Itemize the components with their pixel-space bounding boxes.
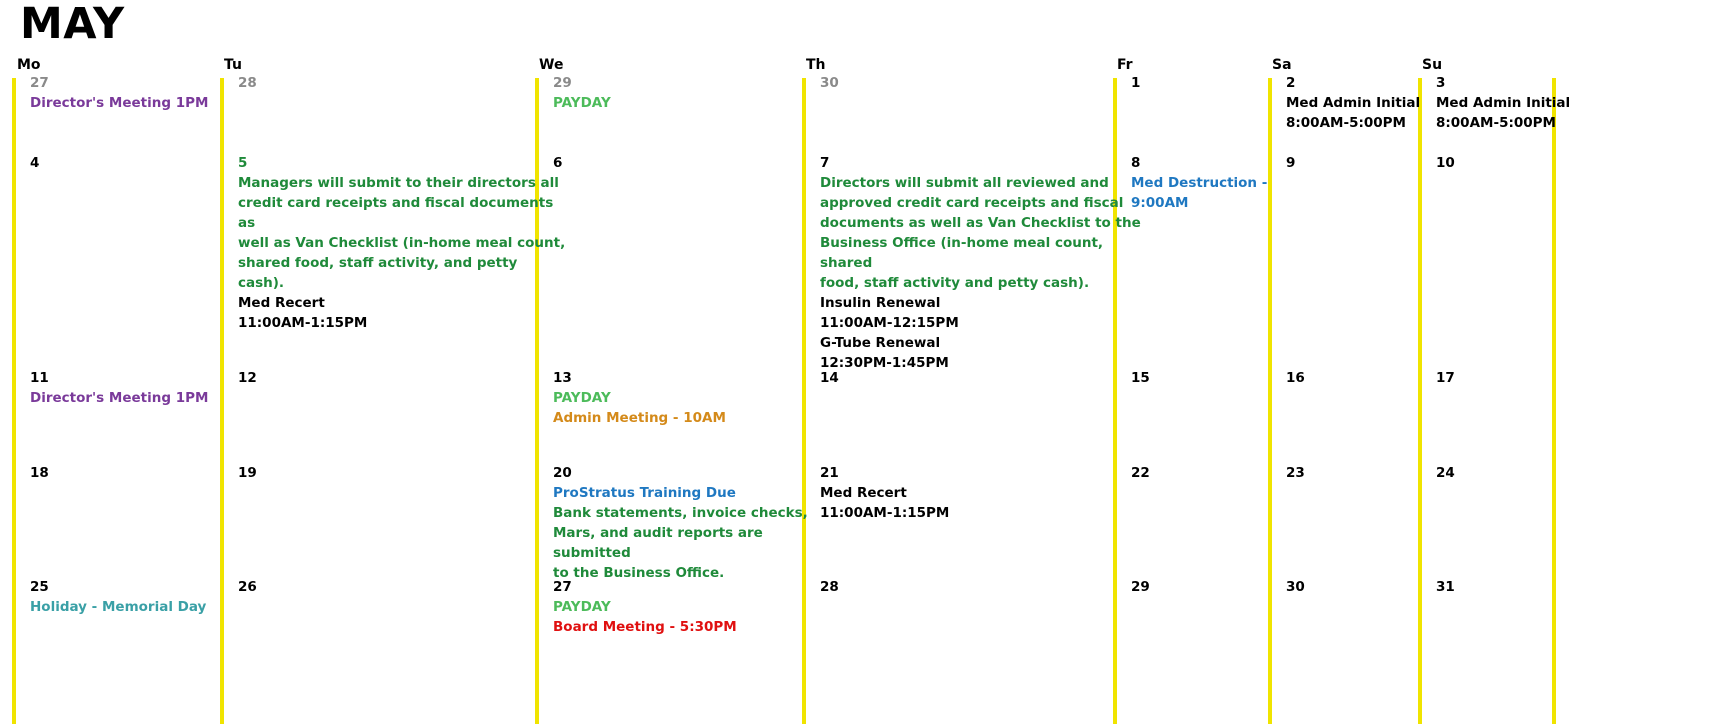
day-cell[interactable]: [1131, 368, 1311, 388]
calendar-event[interactable]: G-Tube Renewal 12:30PM-1:45PM: [820, 335, 949, 371]
calendar-event[interactable]: Holiday - Memorial Day: [30, 599, 207, 615]
day-number: 9: [1286, 155, 1296, 171]
calendar-event[interactable]: Director's Meeting 1PM: [30, 95, 209, 111]
day-number: 15: [1131, 370, 1150, 386]
day-cell[interactable]: [553, 463, 841, 583]
day-number: 8: [1131, 155, 1141, 171]
day-number: 23: [1286, 465, 1305, 481]
calendar-event[interactable]: Med Admin Initial 8:00AM-5:00PM: [1436, 95, 1571, 131]
calendar-event[interactable]: Med Recert 11:00AM-1:15PM: [238, 295, 368, 331]
day-number: 3: [1436, 75, 1446, 91]
calendar-event[interactable]: Bank statements, invoice checks, Mars, and audit reports are submitted to the Business Office.: [553, 505, 808, 581]
day-number: 21: [820, 465, 839, 481]
day-number: 7: [820, 155, 830, 171]
day-cell[interactable]: [1436, 73, 1594, 133]
day-cell[interactable]: [820, 73, 1150, 93]
calendar-event[interactable]: PAYDAY: [553, 95, 611, 111]
day-number: 13: [553, 370, 572, 386]
day-number: 2: [1286, 75, 1296, 91]
day-cell[interactable]: [30, 577, 250, 617]
day-number: 19: [238, 465, 257, 481]
day-number: 22: [1131, 465, 1150, 481]
day-cell[interactable]: [30, 153, 250, 173]
weekday-label-su: Su: [1422, 57, 1443, 73]
day-cell[interactable]: [238, 368, 568, 388]
day-cell[interactable]: [30, 368, 250, 408]
day-number: 6: [553, 155, 563, 171]
calendar-event[interactable]: Med Destruction - 9:00AM: [1131, 175, 1268, 211]
month-title: MAY: [20, 0, 125, 49]
calendar-event[interactable]: Med Recert 11:00AM-1:15PM: [820, 485, 950, 521]
calendar-event[interactable]: Directors will submit all reviewed and approved credit card receipts and fiscal documents as well as Van Checklist to the Business Office (in-home meal count, shared food, staff activity and petty cash).: [820, 175, 1141, 291]
day-number: 16: [1286, 370, 1305, 386]
day-number: 5: [238, 155, 248, 171]
day-cell[interactable]: [553, 368, 841, 428]
day-number: 18: [30, 465, 49, 481]
day-number: 26: [238, 579, 257, 595]
calendar-event[interactable]: PAYDAY: [553, 390, 611, 406]
day-cell[interactable]: [553, 73, 841, 113]
day-cell[interactable]: [553, 153, 841, 173]
weekday-label-tu: Tu: [224, 57, 242, 73]
day-number: 25: [30, 579, 49, 595]
day-cell[interactable]: [1131, 463, 1311, 483]
day-number: 14: [820, 370, 839, 386]
day-cell[interactable]: [1436, 463, 1594, 483]
day-number: 24: [1436, 465, 1455, 481]
day-number: 30: [820, 75, 839, 91]
day-cell[interactable]: [553, 577, 841, 637]
day-cell[interactable]: [1131, 577, 1311, 597]
day-cell[interactable]: [1131, 73, 1311, 93]
day-number: 4: [30, 155, 40, 171]
day-cell[interactable]: [1436, 368, 1594, 388]
day-cell[interactable]: [820, 368, 1150, 388]
day-number: 11: [30, 370, 49, 386]
weekday-label-sa: Sa: [1272, 57, 1292, 73]
day-number: 10: [1436, 155, 1455, 171]
calendar-event[interactable]: PAYDAY: [553, 599, 611, 615]
day-number: 28: [238, 75, 257, 91]
day-cell[interactable]: [1436, 577, 1594, 597]
day-number: 1: [1131, 75, 1141, 91]
day-number: 12: [238, 370, 257, 386]
weekday-label-we: We: [539, 57, 564, 73]
calendar-event[interactable]: ProStratus Training Due: [553, 485, 736, 501]
day-cell[interactable]: [238, 463, 568, 483]
weekday-label-th: Th: [806, 57, 826, 73]
calendar-event[interactable]: Med Admin Initial 8:00AM-5:00PM: [1286, 95, 1421, 131]
weekday-label-fr: Fr: [1117, 57, 1133, 73]
day-cell[interactable]: [238, 577, 568, 597]
calendar-event[interactable]: Board Meeting - 5:30PM: [553, 619, 737, 635]
day-number: 28: [820, 579, 839, 595]
column-divider: [12, 78, 16, 724]
day-cell[interactable]: [30, 463, 250, 483]
day-number: 27: [30, 75, 49, 91]
day-number: 20: [553, 465, 572, 481]
day-cell[interactable]: [30, 73, 250, 113]
column-divider: [1418, 78, 1422, 724]
column-divider: [1552, 78, 1556, 724]
calendar-event[interactable]: Director's Meeting 1PM: [30, 390, 209, 406]
day-cell[interactable]: [820, 463, 1150, 523]
day-number: 27: [553, 579, 572, 595]
day-number: 29: [553, 75, 572, 91]
calendar-event[interactable]: Insulin Renewal 11:00AM-12:15PM: [820, 295, 959, 331]
day-cell[interactable]: [238, 153, 568, 333]
day-number: 17: [1436, 370, 1455, 386]
calendar-event[interactable]: Managers will submit to their directors all credit card receipts and fiscal documents as well as Van Checklist (in-home meal count, shared food, staff activity, and petty cash).: [238, 175, 566, 291]
day-number: 30: [1286, 579, 1305, 595]
day-cell[interactable]: [1436, 153, 1594, 173]
weekday-label-mo: Mo: [17, 57, 41, 73]
day-number: 29: [1131, 579, 1150, 595]
day-cell[interactable]: [820, 153, 1150, 373]
calendar-event[interactable]: Admin Meeting - 10AM: [553, 410, 726, 426]
day-cell[interactable]: [820, 577, 1150, 597]
day-cell[interactable]: [1131, 153, 1311, 213]
day-cell[interactable]: [238, 73, 568, 93]
day-number: 31: [1436, 579, 1455, 595]
